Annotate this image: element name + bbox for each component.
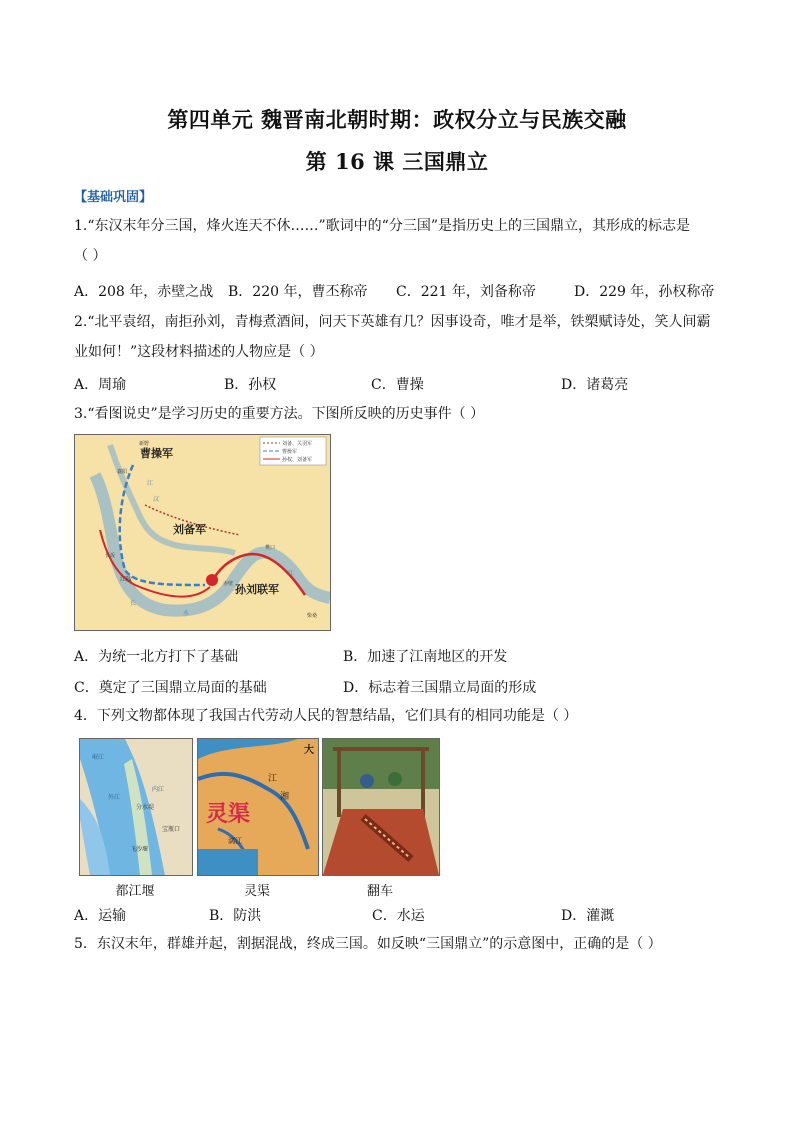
dujiangyan-label-feishayan: 飞沙堰 — [130, 846, 149, 853]
q2-option-a: A．周瑜 — [74, 377, 127, 393]
dujiangyan-image — [79, 738, 193, 876]
label-river-han: 汉 — [153, 496, 160, 503]
dujiangyan-label-fenshuidi: 分水堤 — [136, 804, 155, 811]
question-1-paren: （ ） — [74, 248, 107, 264]
question-2-line1: 2.“北平袁绍，南拒孙刘，青梅煮酒间，问天下英雄有几？因事设奇，唯才是举，铁槊赋诗处，笑人间霸 — [74, 314, 711, 330]
lingqu-caption: 灵渠 — [243, 884, 270, 899]
q4-option-c: C．水运 — [372, 908, 425, 924]
dujiangyan-label-neijiang: 内江 — [152, 786, 165, 793]
label-sun-liu-army: 孙刘联军 — [235, 583, 279, 596]
lingqu-image — [197, 738, 319, 876]
unit-title: 第四单元 魏晋南北朝时期：政权分立与民族交融 — [167, 107, 627, 132]
label-liu-army: 刘备军 — [173, 523, 206, 536]
fanche-image — [322, 738, 440, 876]
q3-option-b: B．加速了江南地区的开发 — [343, 649, 508, 665]
question-5-text: 5．东汉末年，群雄并起，割据混战，终成三国。如反映“三国鼎立”的示意图中，正确的是（ ） — [74, 936, 662, 952]
label-river-jiang: 江 — [147, 480, 154, 487]
q4-option-d: D．灌溉 — [561, 908, 615, 924]
q1-option-a: A．208 年，赤壁之战 — [74, 284, 214, 300]
label-chaisang: 柴桑 — [307, 613, 318, 619]
lingqu-label-xiang: 湘 — [280, 792, 290, 802]
legend-liu: 刘备、关羽军 — [282, 441, 313, 447]
q4-option-b: B．防洪 — [209, 908, 262, 924]
q3-option-d: D．标志着三国鼎立局面的形成 — [343, 680, 537, 696]
label-chibi: 赤壁 — [223, 581, 234, 587]
q1-option-b: B．220 年，曹丕称帝 — [228, 284, 368, 300]
han-river — [110, 445, 235, 553]
battle-fire-icon — [206, 574, 218, 586]
question-4-text: 4．下列文物都体现了我国古代劳动人民的智慧结晶，它们具有的相同功能是（ ） — [74, 708, 578, 724]
lingqu-big-label: 灵渠 — [206, 801, 251, 827]
q2-option-b: B．孙权 — [224, 377, 277, 393]
lingqu-label-da: 大 — [304, 745, 314, 756]
label-river-chang: 长 — [130, 600, 137, 607]
q4-option-a: A．运输 — [74, 908, 127, 924]
q3-option-a: A．为统一北方打下了基础 — [74, 649, 239, 665]
label-jiangling: 江陵 — [120, 576, 133, 583]
q2-option-c: C．曹操 — [371, 377, 424, 393]
dujiangyan-label-waijiang: 外江 — [108, 794, 121, 801]
q1-option-d: D．229 年，孙权称帝 — [574, 284, 715, 300]
question-2-line2: 业如何！”这段材料描述的人物应是（ ） — [74, 344, 324, 360]
legend-sun: 孙权、刘备军 — [282, 457, 313, 463]
label-river-shui: 水 — [183, 610, 190, 617]
lingqu-label-jiang: 江 — [268, 774, 278, 784]
lingqu-label-lijiang: 漓江 — [228, 837, 242, 845]
label-xiangyang: 襄阳 — [117, 469, 128, 475]
legend-cao: 曹操军 — [282, 449, 298, 455]
fanche-caption: 翻车 — [366, 884, 393, 899]
q3-option-c: C．奠定了三国鼎立局面的基础 — [74, 680, 267, 696]
q2-option-d: D．诸葛亮 — [561, 377, 629, 393]
lesson-title: 第 16 课 三国鼎立 — [305, 149, 489, 174]
dujiangyan-caption: 都江堰 — [115, 884, 155, 899]
label-xinye: 新野 — [139, 441, 150, 447]
question-3-text: 3.“看图说史”是学习历史的重要方法。下图所反映的历史事件（ ） — [74, 406, 485, 422]
label-changban: 长坂 — [105, 553, 116, 559]
label-river-jiang2: 江 — [288, 570, 295, 577]
q1-option-c: C．221 年，刘备称帝 — [396, 284, 536, 300]
red-cliff-map — [74, 434, 331, 631]
section-heading: 【基础巩固】 — [74, 190, 153, 205]
dujiangyan-label-baopingkou: 宝瓶口 — [162, 826, 181, 833]
label-fankou: 樊口 — [265, 545, 276, 551]
label-cao-army: 曹操军 — [140, 447, 173, 460]
question-1-text: 1.“东汉末年分三国，烽火连天不休……”歌词中的“分三国”是指历史上的三国鼎立，其形成的标志是 — [74, 218, 690, 234]
dujiangyan-label-minjiang: 岷江 — [92, 754, 105, 761]
